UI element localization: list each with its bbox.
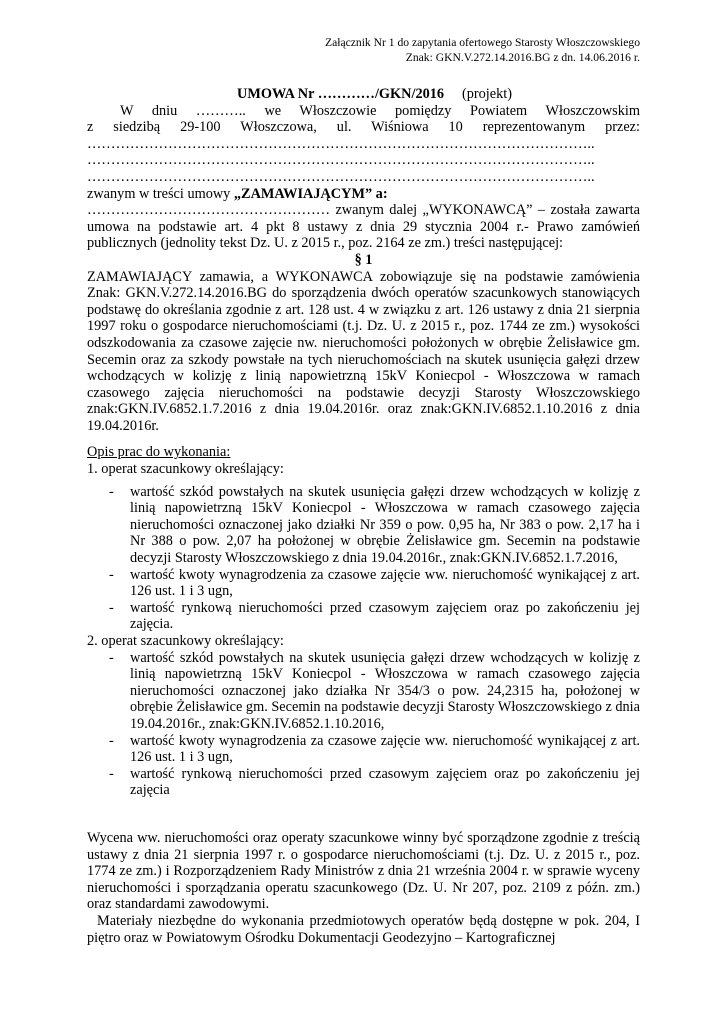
intro-line-2: z siedzibą 29-100 Włoszczowa, ul. Wiśniowa 10 reprezentowanym przez:: [87, 119, 640, 136]
contract-title: [87, 86, 640, 103]
contractor-definition: …………………………………………… zwanym dalej „WYKONAWCĄ” – została zawarta umowa na podstawie art. 4 pkt 8 ustawy z dnia 29 stycznia 2004 r.- Prawo zamówień publicznych (jednolity tekst Dz. U. z 2015 r., poz. 2164 ze zm.) treści następującej:: [87, 202, 640, 252]
draft-label: (projekt): [461, 86, 512, 102]
works-heading: Opis prac do wykonania:: [87, 444, 231, 461]
operat-1-list: [87, 484, 640, 633]
reference-number: Znak: GKN.V.272.14.2016.BG z dn. 14.06.2016 r.: [405, 50, 640, 64]
list-item: - wartość rynkową nieruchomości przed czasowym zajęciem oraz po zakończeniu jej zajęcia.: [109, 599, 640, 633]
section-1-heading: § 1: [354, 251, 373, 268]
valuation-standards-paragraph: Wycena ww. nieruchomości oraz operaty szacunkowe winny być sporządzone zgodnie z treścią ustawy z dnia 21 sierpnia 1997 r. o gospodarce nieruchomościami (t.j. Dz. U. z 2015 r., poz. 1774 ze zm.) i Rozporządzeniem Rady Ministrów z dnia 21 września 2004 r. w sprawie wyceny nieruchomości i sporządzania operatu szacunkowego (Dz. U. Nr 207, poz. 2109 z późn. zm.) oraz standardami zawodowymi.: [87, 829, 640, 913]
representative-dots-1: ……………………………………………………………………………………………..: [87, 135, 595, 152]
attachment-header: [87, 36, 640, 65]
list-item: - wartość szkód powstałych na skutek usunięcia gałęzi drzew wchodzących w kolizję z linią napowietrzną 15kV Koniecpol - Włoszczowa w ramach czasowego zajęcia nieruchomości oznaczonej jako działki Nr 359 o pow. 0,95 ha, Nr 383 o pow. 2,17 ha i Nr 388 o pow. 2,07 ha położonej w obrębie Żelisławice gm. Secemin na podstawie decyzji Starosty Włoszczowskiego z dnia 19.04.2016r., znak:GKN.IV.6852.1.7.2016,: [109, 483, 640, 567]
operat-2-list: [87, 650, 640, 799]
bullet-dash: -: [109, 483, 114, 500]
attachment-note: Załącznik Nr 1 do zapytania ofertowego Starosty Włoszczowskiego: [325, 36, 640, 49]
list-item: - wartość szkód powstałych na skutek usunięcia gałęzi drzew wchodzących w kolizję z linią napowietrzną 15kV Koniecpol - Włoszczowa w ramach czasowego zajęcia nieruchomości oznaczonej jako działka Nr 354/3 o pow. 24,2315 ha, położonej w obrębie Żelisławice gm. Secemin na podstawie decyzji Starosty Włoszczowskiego z dnia 19.04.2016r., znak:GKN.IV.6852.1.10.2016,: [109, 649, 640, 732]
materials-paragraph: Materiały niezbędne do wykonania przedmiotowych operatów będą dostępne w pok. 204, I piętro oraz w Powiatowym Ośrodku Dokumentacji Geodezyjno – Kartograficznej: [87, 912, 640, 946]
section-1-text: ZAMAWIAJĄCY zamawia, a WYKONAWCA zobowiązuje się na podstawie zamówienia Znak: GKN.V.272.14.2016.BG do sporządzenia dwóch operatów szacunkowych stanowiących podstawę do określania zgodnie z art. 128 ust. 4 w związku z art. 126 ustawy z dnia 21 sierpnia 1997 roku o gospodarce nieruchomościami (t.j. Dz. U. z 2015 r., poz. 1744 ze zm.) wysokości odszkodowania za czasowe zajęcie nw. nieruchomości położonych w obrębie Żelisławice gm. Secemin oraz za szkody powstałe na tych nieruchomościach na skutek usunięcia gałęzi drzew wchodzących w kolizję z linią napowietrzną 15kV Koniecpol - Włoszczowa w ramach czasowego zajęcia nieruchomości na podstawie decyzji Starosty Włoszczowskiego znak:GKN.IV.6852.1.7.2016 z dnia 19.04.2016r. oraz znak:GKN.IV.6852.1.10.2016 z dnia 19.04.2016r.: [87, 268, 640, 434]
bullet-dash: -: [109, 566, 114, 583]
bullet-dash: -: [109, 599, 114, 616]
bullet-dash: -: [109, 649, 114, 666]
representative-dots-3: ……………………………………………………………………………………………..: [87, 168, 595, 185]
bullet-dash: -: [109, 732, 114, 749]
list-item: - wartość kwoty wynagrodzenia za czasowe zajęcie ww. nieruchomość wynikającej z art. 126 ust. 1 i 3 ugn,: [109, 732, 640, 766]
representative-dots-2: ……………………………………………………………………………………………..: [87, 152, 595, 169]
document-page: [87, 36, 640, 946]
orderer-prefix: zwanym w treści umowy: [87, 185, 234, 202]
list-item: - wartość rynkową nieruchomości przed czasowym zajęciem oraz po zakończeniu jej zajęcia: [109, 765, 640, 799]
operat-1-label: 1. operat szacunkowy określający:: [87, 461, 284, 478]
operat-2-label: 2. operat szacunkowy określający:: [87, 633, 284, 649]
contract-number: UMOWA Nr …………/GKN/2016: [237, 86, 445, 102]
orderer-label: „ZAMAWIAJĄCYM” a:: [233, 185, 388, 202]
bullet-dash: -: [109, 765, 114, 782]
list-item: - wartość kwoty wynagrodzenia za czasowe zajęcie ww. nieruchomość wynikającej z art. 126 ust. 1 i 3 ugn,: [109, 566, 640, 600]
orderer-definition: [87, 186, 640, 203]
intro-line-1: W dniu ……….. we Włoszczowie pomiędzy Powiatem Włoszczowskim: [120, 102, 640, 119]
